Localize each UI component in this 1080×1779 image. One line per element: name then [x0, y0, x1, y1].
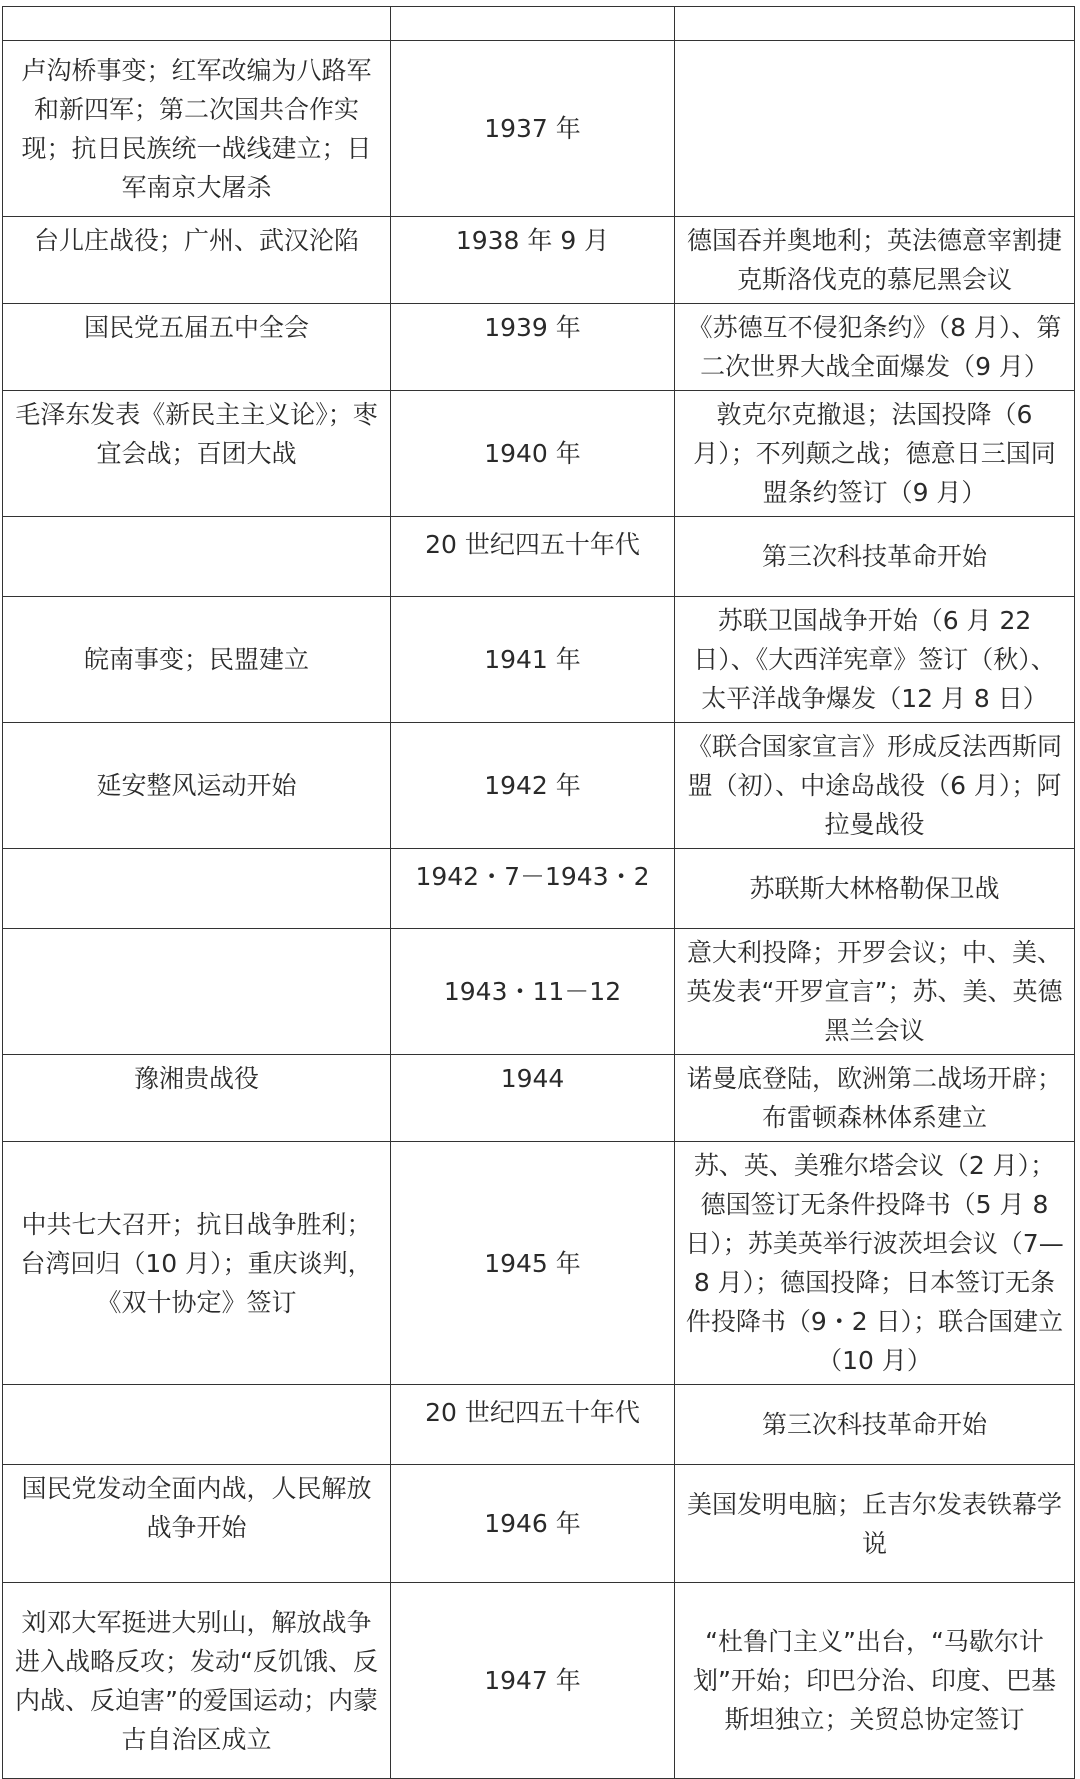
- table-row: [3, 7, 1075, 41]
- world-event-cell: [675, 7, 1075, 41]
- china-event-cell: 台儿庄战役；广州、武汉沦陷: [3, 217, 391, 304]
- date-cell: 1939 年: [391, 304, 675, 391]
- china-event-cell: 中共七大召开；抗日战争胜利；台湾回归（10 月）；重庆谈判，《双十协定》签订: [3, 1142, 391, 1385]
- world-event-cell: 第三次科技革命开始: [675, 1385, 1075, 1465]
- table-row: [3, 849, 1075, 929]
- china-event-cell: 延安整风运动开始: [3, 723, 391, 849]
- table-row: [3, 1583, 1075, 1779]
- date-cell: 1946 年: [391, 1465, 675, 1583]
- table-row: [3, 1385, 1075, 1465]
- date-cell: [391, 7, 675, 41]
- china-event-cell: 毛泽东发表《新民主主义论》；枣宜会战；百团大战: [3, 391, 391, 517]
- timeline-table-body: [3, 7, 1075, 1779]
- date-cell: 1942 年: [391, 723, 675, 849]
- china-event-cell: [3, 929, 391, 1055]
- table-row: [3, 304, 1075, 391]
- china-event-cell: 卢沟桥事变；红军改编为八路军和新四军；第二次国共合作实现；抗日民族统一战线建立；日军南京大屠杀: [3, 41, 391, 217]
- table-row: [3, 1465, 1075, 1583]
- world-event-cell: 德国吞并奥地利；英法德意宰割捷克斯洛伐克的慕尼黑会议: [675, 217, 1075, 304]
- china-event-cell: 豫湘贵战役: [3, 1055, 391, 1142]
- date-cell: 1945 年: [391, 1142, 675, 1385]
- world-event-cell: 《苏德互不侵犯条约》（8 月）、第二次世界大战全面爆发（9 月）: [675, 304, 1075, 391]
- date-cell: 20 世纪四五十年代: [391, 517, 675, 597]
- world-event-cell: 诺曼底登陆，欧洲第二战场开辟；布雷顿森林体系建立: [675, 1055, 1075, 1142]
- china-event-cell: [3, 7, 391, 41]
- timeline-table: [2, 6, 1075, 1779]
- table-row: [3, 723, 1075, 849]
- date-cell: 1943・11－12: [391, 929, 675, 1055]
- date-cell: 20 世纪四五十年代: [391, 1385, 675, 1465]
- table-row: [3, 217, 1075, 304]
- world-event-cell: [675, 41, 1075, 217]
- date-cell: 1937 年: [391, 41, 675, 217]
- table-row: [3, 929, 1075, 1055]
- date-cell: 1941 年: [391, 597, 675, 723]
- world-event-cell: 美国发明电脑；丘吉尔发表铁幕学说: [675, 1465, 1075, 1583]
- table-row: [3, 41, 1075, 217]
- china-event-cell: 刘邓大军挺进大别山，解放战争进入战略反攻；发动“反饥饿、反内战、反迫害”的爱国运动；内蒙古自治区成立: [3, 1583, 391, 1779]
- world-event-cell: 《联合国家宣言》形成反法西斯同盟（初）、中途岛战役（6 月）；阿拉曼战役: [675, 723, 1075, 849]
- china-event-cell: [3, 849, 391, 929]
- date-cell: 1942・7－1943・2: [391, 849, 675, 929]
- world-event-cell: 苏联卫国战争开始（6 月 22 日）、《大西洋宪章》签订（秋）、太平洋战争爆发（12 月 8 日）: [675, 597, 1075, 723]
- date-cell: 1940 年: [391, 391, 675, 517]
- world-event-cell: 第三次科技革命开始: [675, 517, 1075, 597]
- china-event-cell: 皖南事变；民盟建立: [3, 597, 391, 723]
- china-event-cell: 国民党五届五中全会: [3, 304, 391, 391]
- table-row: [3, 517, 1075, 597]
- china-event-cell: [3, 1385, 391, 1465]
- date-cell: 1944: [391, 1055, 675, 1142]
- table-row: [3, 1055, 1075, 1142]
- date-cell: 1947 年: [391, 1583, 675, 1779]
- world-event-cell: “杜鲁门主义”出台，“马歇尔计划”开始；印巴分治、印度、巴基斯坦独立；关贸总协定签订: [675, 1583, 1075, 1779]
- china-event-cell: 国民党发动全面内战，人民解放战争开始: [3, 1465, 391, 1583]
- world-event-cell: 敦克尔克撤退；法国投降（6 月）；不列颠之战；德意日三国同盟条约签订（9 月）: [675, 391, 1075, 517]
- table-row: [3, 597, 1075, 723]
- date-cell: 1938 年 9 月: [391, 217, 675, 304]
- world-event-cell: 苏、英、美雅尔塔会议（2 月）；德国签订无条件投降书（5 月 8 日）；苏美英举行波茨坦会议（7—8 月）；德国投降；日本签订无条件投降书（9・2 日）；联合国建立（10 月）: [675, 1142, 1075, 1385]
- world-event-cell: 意大利投降；开罗会议；中、美、英发表“开罗宣言”；苏、美、英德黑兰会议: [675, 929, 1075, 1055]
- table-row: [3, 1142, 1075, 1385]
- china-event-cell: [3, 517, 391, 597]
- world-event-cell: 苏联斯大林格勒保卫战: [675, 849, 1075, 929]
- table-row: [3, 391, 1075, 517]
